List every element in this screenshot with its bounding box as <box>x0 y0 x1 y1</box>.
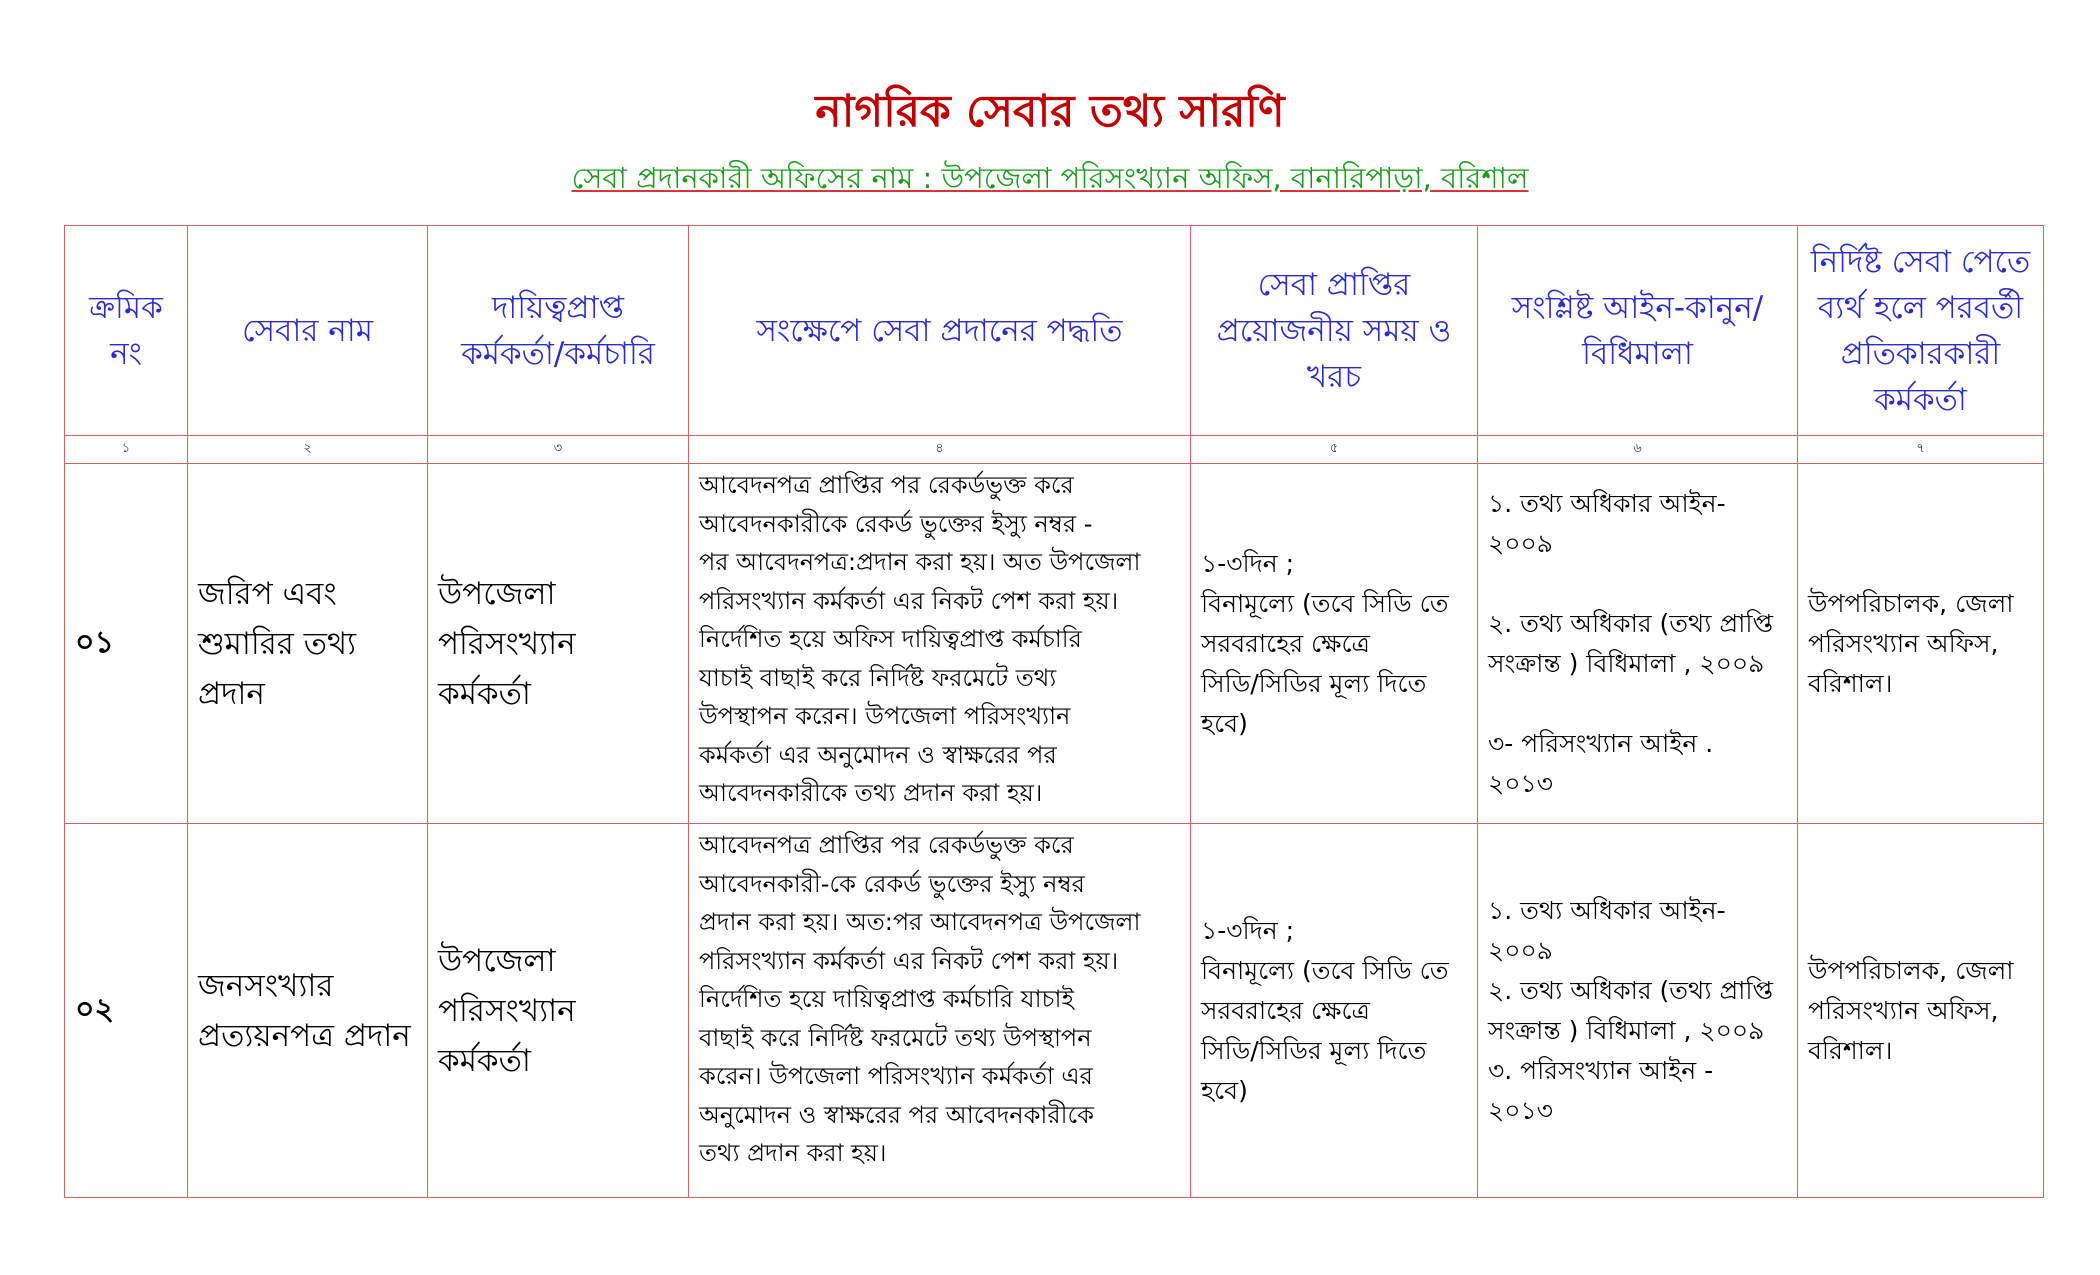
page-title: নাগরিক সেবার তথ্য সারণি <box>815 86 1285 137</box>
header-time-cost: সেবা প্রাপ্তির প্রয়োজনীয় সময় ও খরচ <box>1191 226 1478 436</box>
column-number-row <box>65 436 2044 464</box>
laws-cell: ১. তথ্য অধিকার আইন- ২০০৯ ২. তথ্য অধিকার (তথ্য প্রাপ্তি সংক্রান্ত ) বিধিমালা , ২০০৯ ৩- পরিসংখ্যান আইন . ২০১৩ <box>1478 464 1798 824</box>
header-procedure: সংক্ষেপে সেবা প্রদানের পদ্ধতি <box>689 226 1191 436</box>
header-remedy-officer: নির্দিষ্ট সেবা পেতে ব্যর্থ হলে পরবর্তী প্রতিকারকারী কর্মকর্তা <box>1798 226 2044 436</box>
service-name-cell: জনসংখ্যার প্রত্যয়নপত্র প্রদান <box>188 824 428 1198</box>
laws-cell: ১. তথ্য অধিকার আইন- ২০০৯ ২. তথ্য অধিকার (তথ্য প্রাপ্তি সংক্রান্ত ) বিধিমালা , ২০০৯ ৩. পরিসংখ্যান আইন - ২০১৩ <box>1478 824 1798 1198</box>
column-number: ৩ <box>428 436 689 464</box>
serial-cell: ০২ <box>65 824 188 1198</box>
officer-cell: উপজেলা পরিসংখ্যান কর্মকর্তা <box>428 464 689 824</box>
procedure-cell: আবেদনপত্র প্রাপ্তির পর রেকর্ডভুক্ত করে আবেদনকারীকে রেকর্ড ভুক্তের ইস্যু নম্বর - পর আবেদনপত্র:প্রদান করা হয়। অত উপজেলা পরিসংখ্যান কর্মকর্তা এর নিকট পেশ করা হয়। নির্দেশিত হয়ে অফিস দায়িত্বপ্রাপ্ত কর্মচারি যাচাই বাছাই করে নির্দিষ্ট ফরমেটে তথ্য উপস্থাপন করেন। উপজেলা পরিসংখ্যান কর্মকর্তা এর অনুমোদন ও স্বাক্ষরের পর আবেদনকারীকে তথ্য প্রদান করা হয়। <box>689 464 1191 824</box>
procedure-cell: আবেদনপত্র প্রাপ্তির পর রেকর্ডভুক্ত করে আবেদনকারী-কে রেকর্ড ভুক্তের ইস্যু নম্বর প্রদান করা হয়। অত:পর আবেদনপত্র উপজেলা পরিসংখ্যান কর্মকর্তা এর নিকট পেশ করা হয়। নির্দেশিত হয়ে দায়িত্বপ্রাপ্ত কর্মচারি যাচাই বাছাই করে নির্দিষ্ট ফরমেটে তথ্য উপস্থাপন করেন। উপজেলা পরিসংখ্যান কর্মকর্তা এর অনুমোদন ও স্বাক্ষরের পর আবেদনকারীকে তথ্য প্রদান করা হয়। <box>689 824 1191 1198</box>
header-service-name: সেবার নাম <box>188 226 428 436</box>
officer-cell: উপজেলা পরিসংখ্যান কর্মকর্তা <box>428 824 689 1198</box>
serial-cell: ০১ <box>65 464 188 824</box>
remedy-officer-cell: উপপরিচালক, জেলা পরিসংখ্যান অফিস, বরিশাল। <box>1798 464 2044 824</box>
header-row <box>65 226 2044 436</box>
column-number: ৫ <box>1191 436 1478 464</box>
column-number: ৭ <box>1798 436 2044 464</box>
header-officer: দায়িত্বপ্রাপ্ত কর্মকর্তা/কর্মচারি <box>428 226 689 436</box>
time-cost-cell: ১-৩দিন ; বিনামূল্যে (তবে সিডি তে সরবরাহের ক্ষেত্রে সিডি/সিডির মূল্য দিতে হবে) <box>1191 824 1478 1198</box>
column-number: ৬ <box>1478 436 1798 464</box>
time-cost-cell: ১-৩দিন ; বিনামূল্যে (তবে সিডি তে সরবরাহের ক্ষেত্রে সিডি/সিডির মূল্য দিতে হবে) <box>1191 464 1478 824</box>
office-name <box>0 156 2100 205</box>
remedy-officer-cell: উপপরিচালক, জেলা পরিসংখ্যান অফিস, বরিশাল। <box>1798 824 2044 1198</box>
column-number: ১ <box>65 436 188 464</box>
citizen-charter-table <box>64 225 2044 1198</box>
table-row <box>65 464 2044 824</box>
column-number: ৪ <box>689 436 1191 464</box>
office-name-text: সেবা প্রদানকারী অফিসের নাম : উপজেলা পরিসংখ্যান অফিস, বানারিপাড়া, বরিশাল <box>571 161 1529 195</box>
column-number: ২ <box>188 436 428 464</box>
header-serial: ক্রমিক নং <box>65 226 188 436</box>
table-row <box>65 824 2044 1198</box>
header-laws: সংশ্লিষ্ট আইন-কানুন/ বিধিমালা <box>1478 226 1798 436</box>
service-name-cell: জরিপ এবং শুমারির তথ্য প্রদান <box>188 464 428 824</box>
